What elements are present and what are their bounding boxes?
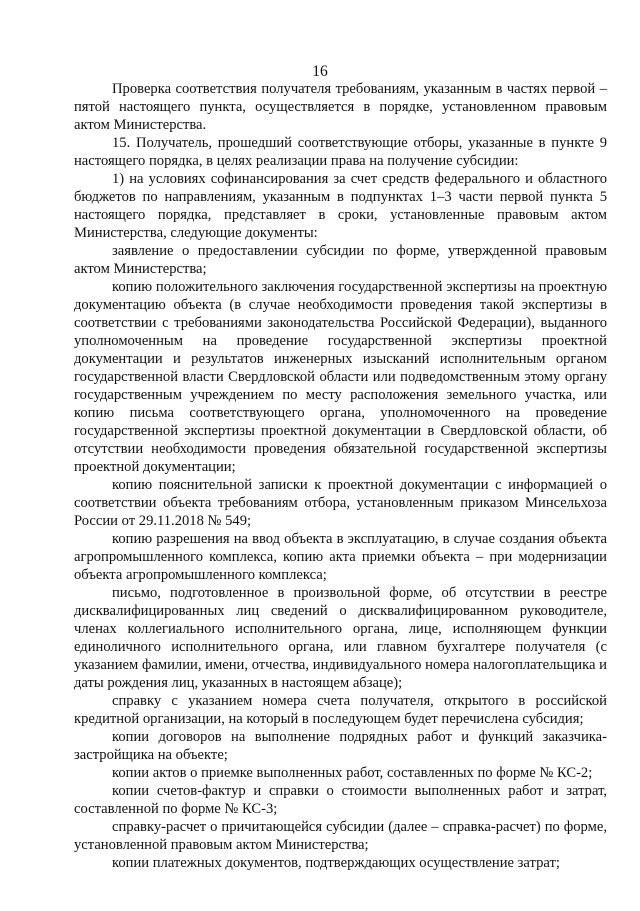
paragraph-expertise-conclusion: копию положительного заключения государственной экспертизы на проектную документацию объекта (в случае необходимости проведения такой экспертизы в соответствии с требованиями законодательства Российской Федерации), выданного уполномоченным на проведение государственной экспертизы проектной документации и результатов инженерных изысканий исполнительным органом государственной власти Свердловской области или подведомственным этому органу государственным учреждением по месту расположения земельного участка, или копию письма соответствующего органа, уполномоченного на проведение государственной экспертизы проектной документации в Свердловской области, об отсутствии необходимости проведения обязательной государственной экспертизы проектной документации; (74, 279, 607, 475)
paragraph-explanatory-note: копию пояснительной записки к проектной документации с информацией о соответствии объекта требованиям отбора, установленным приказом Минсельхоза России от 29.11.2018 № 549; (74, 477, 607, 529)
paragraph-verification: Проверка соответствия получателя требованиям, указанным в частях первой – пятой настоящего пункта, осуществляется в порядке, установленном правовым актом Министерства. (74, 81, 607, 133)
paragraph-ks2-acts: копии актов о приемке выполненных работ, составленных по форме № КС-2; (112, 765, 593, 781)
paragraph-payment-documents: копии платежных документов, подтверждающих осуществление затрат; (112, 855, 560, 871)
page-number: 16 (312, 63, 328, 80)
paragraph-subitem-1: 1) на условиях софинансирования за счет средств федерального и областного бюджетов по направлениям, указанным в подпунктах 1–3 части первой пункта 5 настоящего порядка, представляет в сроки, установленные правовым актом Министерства, следующие документы: (74, 171, 607, 241)
paragraph-calculation: справку-расчет о причитающейся субсидии (далее – справка-расчет) по форме, установленной правовым актом Министерства; (74, 819, 607, 853)
paragraph-item-15: 15. Получатель, прошедший соответствующие отборы, указанные в пункте 9 настоящего порядка, в целях реализации права на получение субсидии: (74, 135, 607, 169)
paragraph-ks3-invoices: копии счетов-фактур и справки о стоимости выполненных работ и затрат, составленной по форме № КС-3; (74, 783, 607, 817)
paragraph-contracts: копии договоров на выполнение подрядных работ и функций заказчика-застройщика на объекте; (74, 729, 607, 763)
paragraph-disqualified-persons-letter: письмо, подготовленное в произвольной форме, об отсутствии в реестре дисквалифицированных лиц сведений о дисквалифицированном руководителе, членах коллегиального исполнительного органа, лице, исполняющем функции единоличного исполнительного органа, или главном бухгалтере получателя (с указанием фамилии, имени, отчества, индивидуального номера налогоплательщика и даты рождения лиц, указанных в настоящем абзаце); (74, 585, 607, 691)
paragraph-bank-account: справку с указанием номера счета получателя, открытого в российской кредитной организации, на который в последующем будет перечислена субсидия; (74, 693, 607, 727)
document-body (74, 80, 607, 872)
paragraph-commissioning-permit: копию разрешения на ввод объекта в эксплуатацию, в случае создания объекта агропромышленного комплекса, копию акта приемки объекта – при модернизации объекта агропромышленного комплекса; (74, 531, 607, 583)
paragraph-application: заявление о предоставлении субсидии по форме, утвержденной правовым актом Министерства; (74, 243, 607, 277)
